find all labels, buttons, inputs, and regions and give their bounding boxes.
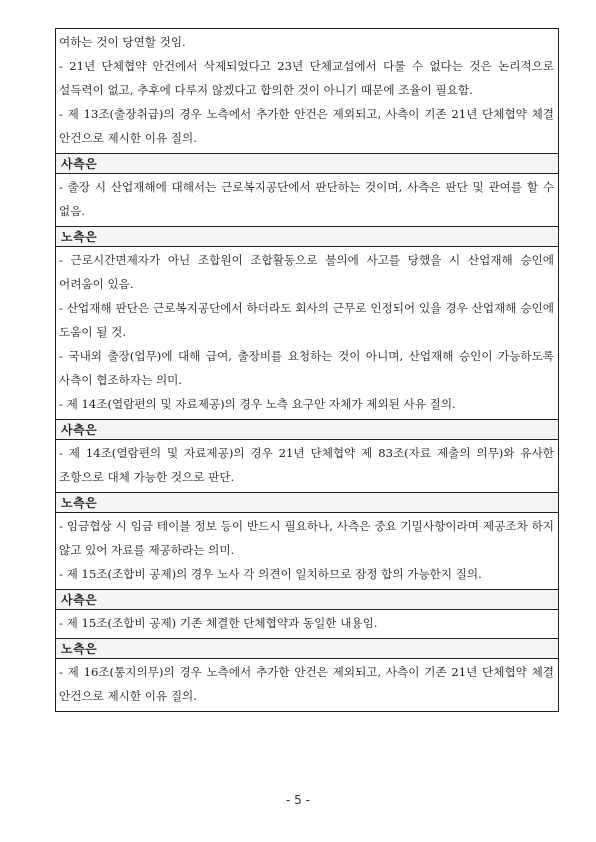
content-row	[56, 173, 558, 226]
page-number: - 5 -	[286, 793, 310, 807]
content-row	[56, 609, 558, 638]
paragraph: 여하는 것이 당연할 것임.	[59, 35, 186, 49]
paragraph: - 제 16조(통지의무)의 경우 노측에서 추가한 안건은 제외되고, 사측이 기존 21년 단체협약 체결 안건으로 제시한 이유 질의.	[59, 665, 554, 703]
paragraph: - 근로시간면제자가 아닌 조합원이 조합활동으로 불의에 사고를 당했을 시 산업재해 승인에 어려움이 있음.	[59, 253, 554, 291]
speaker-label: 사측은	[61, 593, 98, 607]
speaker-label: 사측은	[61, 157, 98, 171]
speaker-label-row	[56, 419, 558, 439]
speaker-label: 사측은	[61, 423, 98, 437]
paragraph: - 제 13조(출장취급)의 경우 노측에서 추가한 안건은 제외되고, 사측이 기존 21년 단체협약 체결 안건으로 제시한 이유 질의.	[59, 107, 554, 145]
paragraph: - 제 15조(조합비 공제)의 경우 노사 각 의견이 일치하므로 잠정 합의 가능한지 질의.	[59, 567, 482, 581]
speaker-label-row	[56, 638, 558, 658]
minutes-table	[55, 28, 559, 712]
content-row	[56, 439, 558, 492]
paragraph: - 국내외 출장(업무)에 대해 급여, 출장비를 요청하는 것이 아니며, 산업재해 승인이 가능하도록 사측이 협조하자는 의미.	[59, 349, 554, 387]
speaker-label-row	[56, 153, 558, 173]
content-row	[56, 246, 558, 419]
content-row	[56, 512, 558, 589]
speaker-label-row	[56, 226, 558, 246]
paragraph: - 산업재해 판단은 근로복지공단에서 하더라도 회사의 근무로 인정되어 있을 경우 산업재해 승인에 도움이 될 것.	[59, 301, 554, 339]
content-row	[56, 658, 558, 711]
paragraph: - 제 14조(열람편의 및 자료제공)의 경우 노측 요구안 자체가 제외된 사유 질의.	[59, 397, 456, 411]
content-row	[56, 28, 558, 153]
paragraph: - 제 15조(조합비 공제) 기존 체결한 단체협약과 동일한 내용임.	[59, 616, 378, 630]
paragraph: - 21년 단체협약 안건에서 삭제되었다고 23년 단체교섭에서 다룰 수 없다는 것은 논리적으로 설득력이 없고, 추후에 다루지 않겠다고 합의한 것이 아니기 때문에 조율이 필요함.	[59, 59, 554, 97]
speaker-label: 노측은	[61, 496, 98, 510]
speaker-label: 노측은	[61, 230, 98, 244]
speaker-label: 노측은	[61, 642, 98, 656]
paragraph: - 제 14조(열람편의 및 자료제공)의 경우 21년 단체협약 제 83조(자료 제출의 의무)와 유사한 조항으로 대체 가능한 것으로 판단.	[59, 446, 554, 484]
speaker-label-row	[56, 589, 558, 609]
paragraph: - 출장 시 산업재해에 대해서는 근로복지공단에서 판단하는 것이며, 사측은 판단 및 관여를 할 수 없음.	[59, 180, 554, 218]
speaker-label-row	[56, 492, 558, 512]
paragraph: - 임금협상 시 임금 테이블 정보 등이 반드시 필요하나, 사측은 중요 기밀사항이라며 제공조차 하지 않고 있어 자료를 제공하라는 의미.	[59, 519, 554, 557]
